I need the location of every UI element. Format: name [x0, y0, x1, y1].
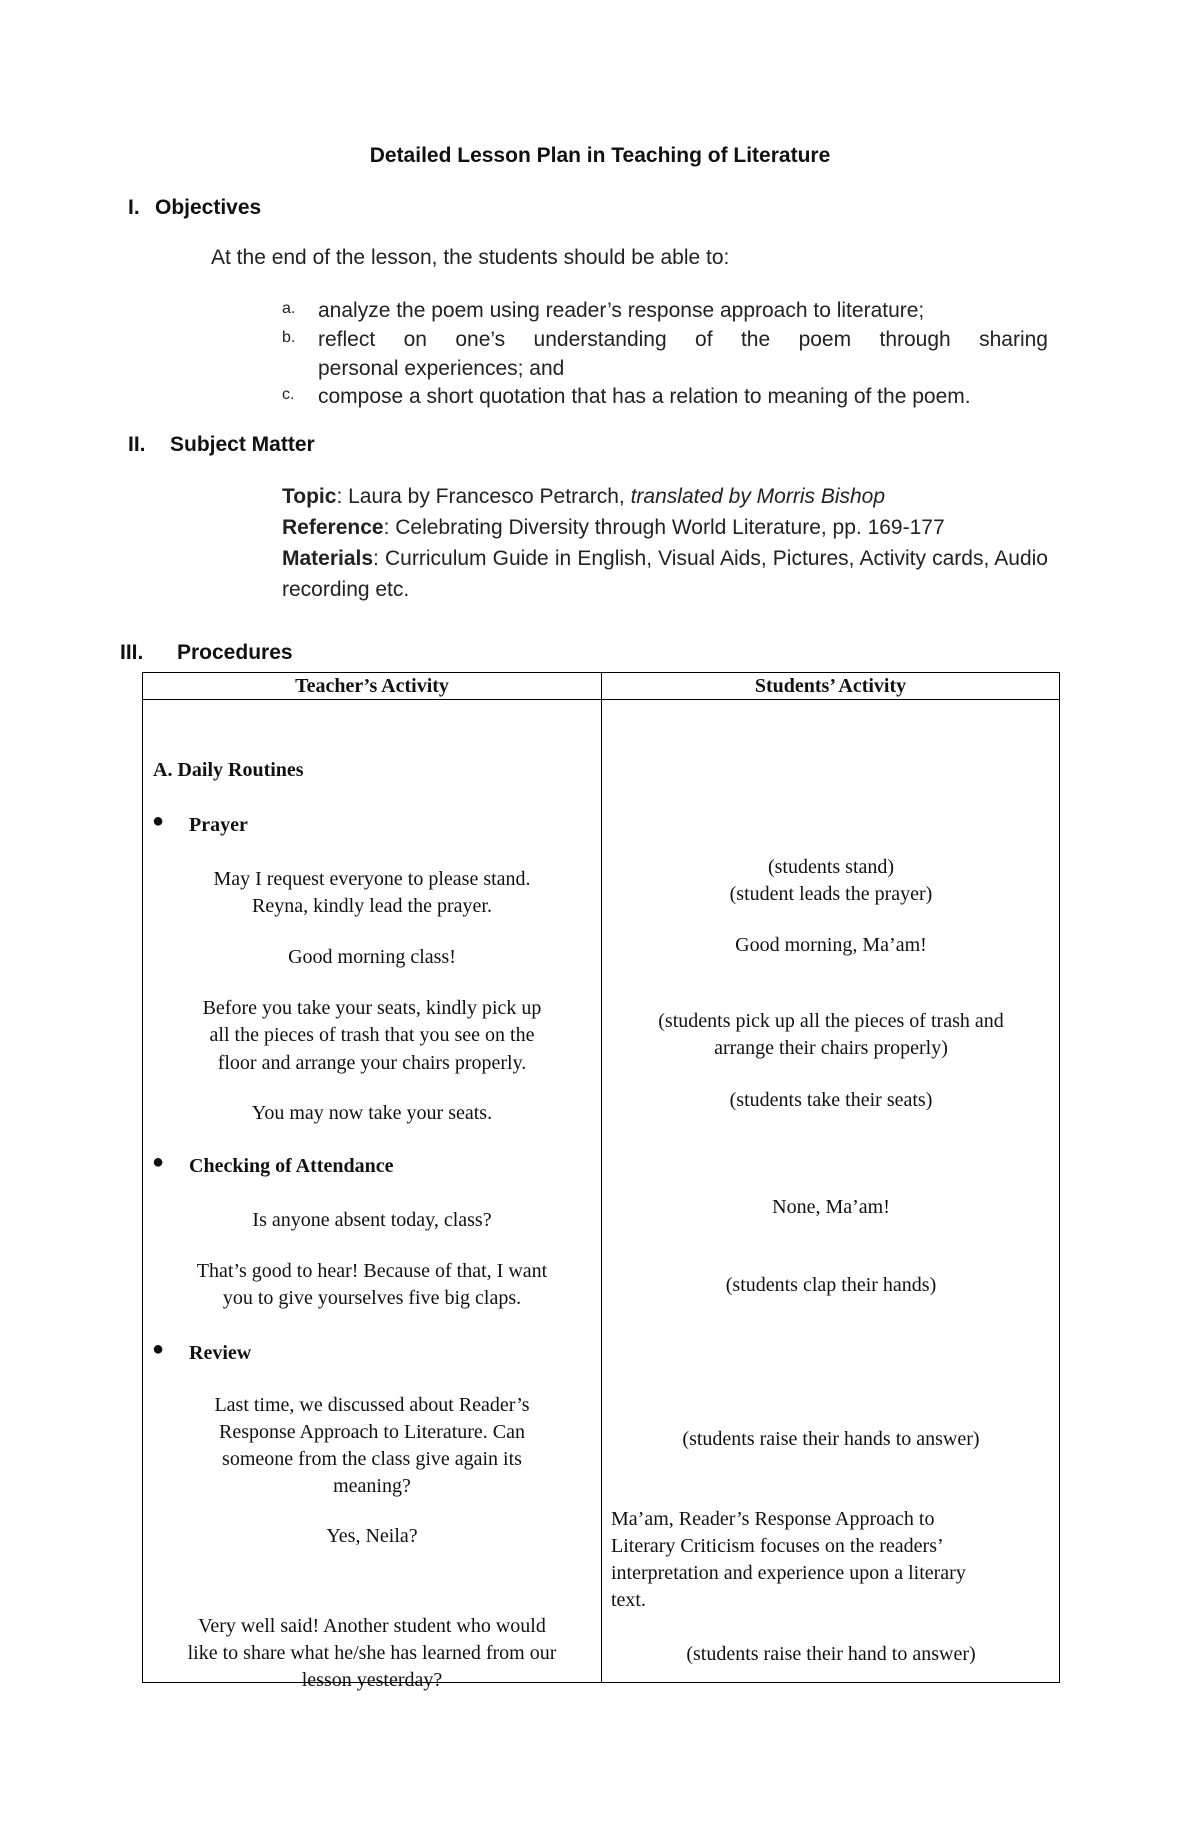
materials-label: Materials: [282, 547, 374, 570]
prayer-heading: Prayer: [189, 814, 248, 836]
review-line-2: Response Approach to Literature. Can: [218, 1421, 526, 1443]
bullet-icon: ●: [152, 810, 165, 832]
answer-line-1: Ma’am, Reader’s Response Approach to: [611, 1508, 935, 1530]
objectives-heading: [128, 196, 261, 220]
answer-line-3: interpretation and experience upon a literary: [611, 1562, 966, 1584]
topic-value: : Laura by Francesco Petrarch,: [336, 485, 631, 508]
well-said-line-1: Very well said! Another student who would: [198, 1615, 546, 1637]
subject-matter-heading: [128, 433, 315, 457]
review-line-4: meaning?: [333, 1475, 411, 1497]
objective-text: compose a short quotation that has a relation to meaning of the poem.: [318, 385, 971, 408]
objectives-intro: At the end of the lesson, the students should be able to:: [211, 246, 730, 269]
trash-line-2: all the pieces of trash that you see on the: [209, 1024, 535, 1046]
prayer-line-1: May I request everyone to please stand.: [213, 868, 531, 890]
subject-matter-number: II.: [128, 433, 146, 456]
students-trash-line-1: (students pick up all the pieces of trash and: [658, 1010, 1004, 1032]
subject-matter-heading-text: Subject Matter: [170, 433, 315, 456]
objective-letter: c.: [282, 386, 295, 403]
answer-line-2: Literary Criticism focuses on the readers’: [611, 1535, 944, 1557]
objectives-number: I.: [128, 196, 140, 219]
teacher-activity-cell: [143, 700, 602, 1691]
reference-label: Reference: [282, 516, 384, 539]
claps-line-1: That’s good to hear! Because of that, I want: [196, 1260, 548, 1282]
students-greeting: Good morning, Ma’am!: [735, 934, 927, 956]
students-trash-line-2: arrange their chairs properly): [714, 1037, 948, 1059]
materials-row: [282, 543, 1048, 605]
review-line-1: Last time, we discussed about Reader’s: [214, 1394, 530, 1416]
objective-letter: a.: [282, 300, 296, 317]
reference-row: [282, 512, 1048, 543]
answer-line-4: text.: [611, 1589, 646, 1611]
take-seats-line: You may now take your seats.: [251, 1102, 493, 1124]
procedures-table: [142, 672, 1060, 1691]
attendance-heading: Checking of Attendance: [189, 1155, 394, 1177]
students-take-seats: (students take their seats): [729, 1089, 933, 1111]
reference-value: : Celebrating Diversity through World Literature, pp. 169-177: [383, 516, 945, 539]
objective-text: analyze the poem using reader’s response approach to literature;: [318, 299, 925, 322]
students-none-absent: None, Ma’am!: [772, 1196, 890, 1218]
materials-value: : Curriculum Guide in English, Visual Aids, Pictures, Activity cards, Audio recording etc.: [282, 547, 1048, 601]
teacher-activity-header: Teacher’s Activity: [143, 673, 602, 700]
topic-label: Topic: [282, 485, 337, 508]
table-row: [143, 700, 1060, 1683]
subject-matter-details: [282, 481, 1048, 605]
well-said-line-2: like to share what he/she has learned from our: [187, 1642, 557, 1664]
neila-line: Yes, Neila?: [326, 1525, 418, 1547]
bullet-icon: ●: [152, 1151, 165, 1173]
objectives-heading-text: Objectives: [155, 196, 262, 219]
topic-row: [282, 481, 1048, 512]
claps-line-2: you to give yourselves five big claps.: [222, 1287, 522, 1309]
review-line-3: someone from the class give again its: [222, 1448, 522, 1470]
table-header-row: [143, 673, 1060, 700]
well-said-line-3: lesson yesterday?: [301, 1669, 443, 1691]
objective-text-line-2: personal experiences; and: [318, 357, 565, 380]
students-activity-cell: [602, 700, 1060, 1683]
daily-routines-heading: A. Daily Routines: [153, 759, 304, 781]
students-activity-header: Students’ Activity: [602, 673, 1060, 700]
trash-line-1: Before you take your seats, kindly pick up: [202, 997, 542, 1019]
student-leads-prayer: (student leads the prayer): [729, 883, 933, 905]
procedures-number: III.: [120, 641, 144, 664]
students-raise-hands-1: (students raise their hands to answer): [682, 1428, 980, 1450]
objective-text-line-1: reflect on one’s understanding of the poem through sharing: [318, 328, 1048, 351]
procedures-heading-text: Procedures: [177, 641, 293, 664]
document-title: Detailed Lesson Plan in Teaching of Literature: [369, 144, 831, 167]
students-stand: (students stand): [767, 856, 895, 878]
students-raise-hands-2: (students raise their hand to answer): [686, 1643, 976, 1665]
absent-question: Is anyone absent today, class?: [252, 1209, 492, 1231]
procedures-heading: [120, 641, 293, 665]
review-heading: Review: [189, 1342, 252, 1364]
students-clap: (students clap their hands): [725, 1274, 937, 1296]
bullet-icon: ●: [152, 1338, 165, 1360]
topic-translator: translated by Morris Bishop: [630, 485, 886, 508]
trash-line-3: floor and arrange your chairs properly.: [217, 1052, 527, 1074]
teacher-greeting: Good morning class!: [288, 946, 456, 968]
prayer-line-2: Reyna, kindly lead the prayer.: [252, 895, 492, 917]
objective-letter: b.: [282, 329, 296, 346]
